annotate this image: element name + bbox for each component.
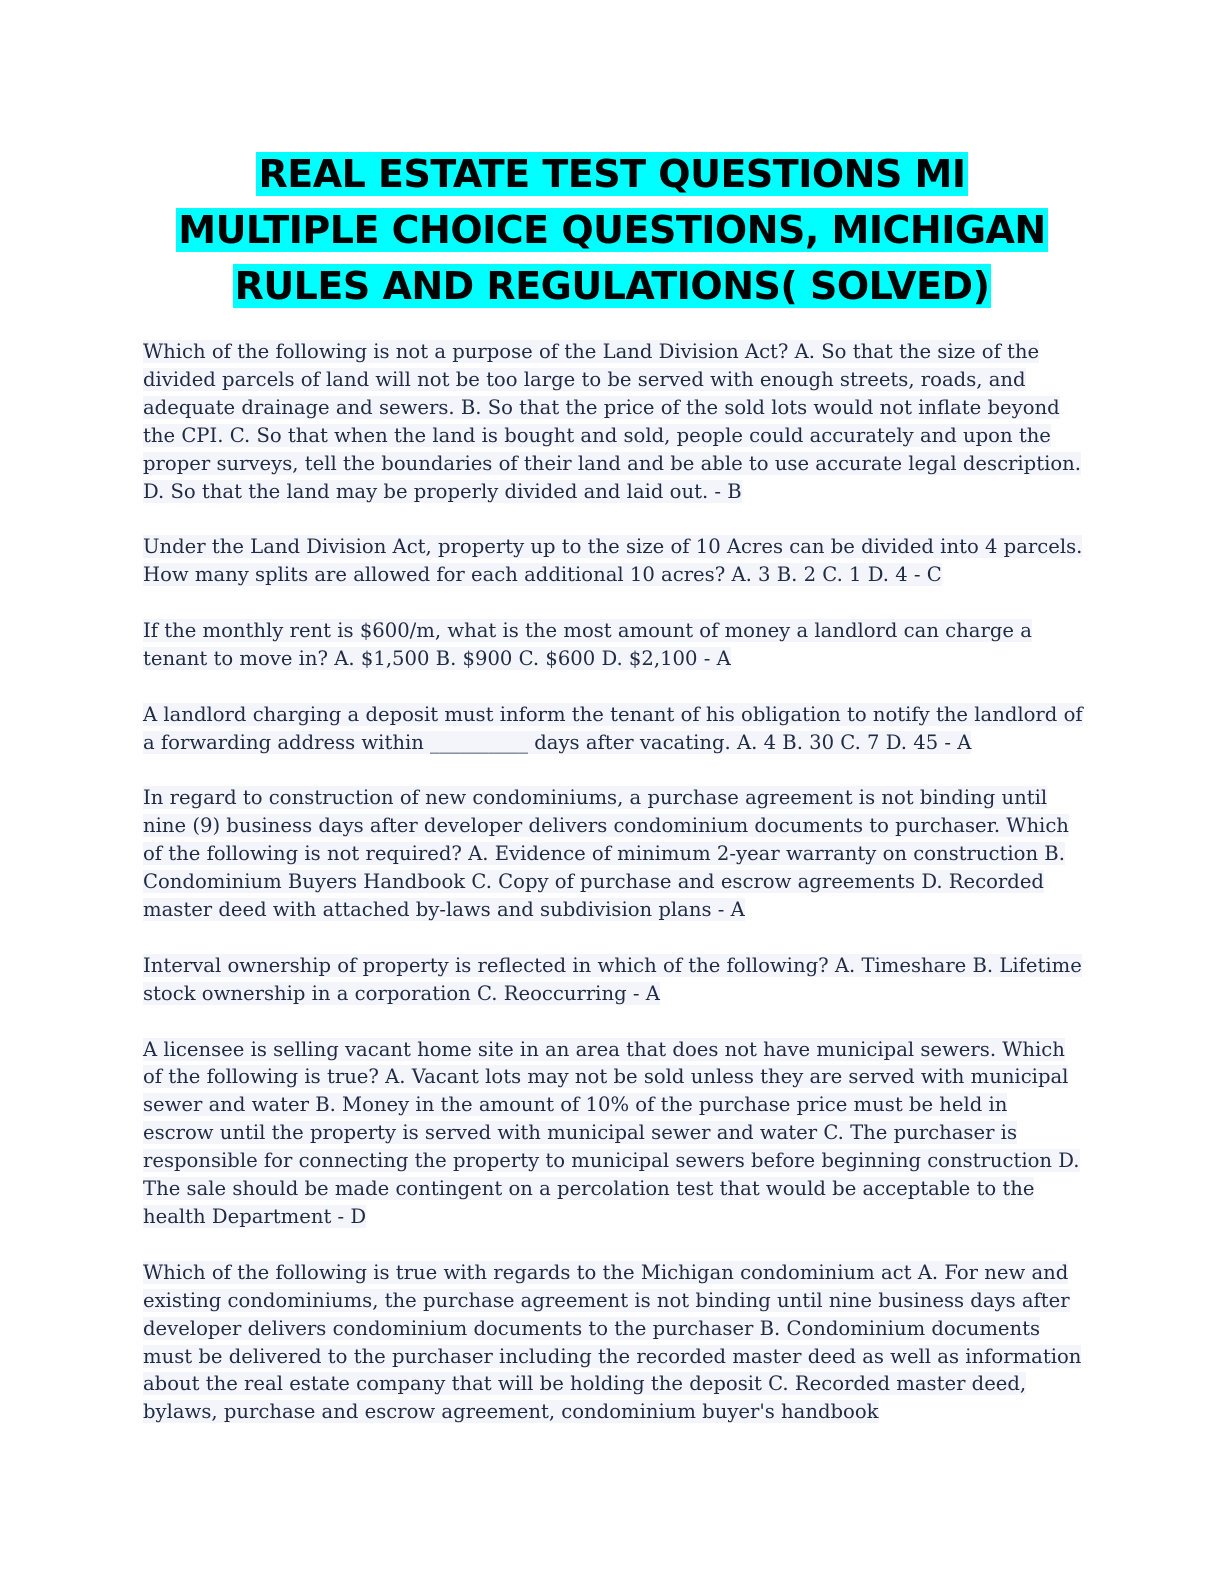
question-item: Under the Land Division Act, property up to the size of 10 Acres can be divided into 4 parcels. How many splits are allowed for each additional 10 acres? A. 3 B. 2 C. 1 D. 4 - C: [143, 535, 1083, 587]
question-item: If the monthly rent is $600/m, what is the most amount of money a landlord can charge a tenant to move in? A. $1,500 B. $900 C. $600 D. $2,100 - A: [143, 619, 1032, 670]
question-item: A licensee is selling vacant home site in an area that does not have municipal sewers. Which of the following is true? A. Vacant lots may not be sold unless they are served with municipal sewer and water B. Money in the amount of 10% of the purchase price must be held in escrow until the property is served with municipal sewer and water C. The purchaser is responsible for connecting the property to municipal sewers before beginning construction D. The sale should be made contingent on a percolation test that would be acceptable to the health Department - D: [143, 1037, 1080, 1228]
title-line-1: REAL ESTATE TEST QUESTIONS MI: [258, 152, 966, 196]
title-line-2: MULTIPLE CHOICE QUESTIONS, MICHIGAN: [178, 208, 1046, 252]
document-title: [100, 146, 1124, 314]
question-item: Interval ownership of property is reflected in which of the following? A. Timeshare B. Lifetime stock ownership in a corporation C. Reoccurring - A: [143, 953, 1082, 1005]
question-item: Which of the following is not a purpose of the Land Division Act? A. So that the size of the divided parcels of land will not be too large to be served with enough streets, roads, and adequate drainage and sewers. B. So that the price of the sold lots would not inflate beyond the CPI. C. So that when the land is bought and sold, people could accurately and upon the proper surveys, tell the boundaries of their land and be able to use accurate legal description. D. So that the land may be properly divided and laid out. - B: [143, 340, 1082, 503]
question-item: A landlord charging a deposit must inform the tenant of his obligation to notify the landlord of a forwarding address within __________ days after vacating. A. 4 B. 30 C. 7 D. 45 - A: [143, 702, 1083, 754]
question-item: Which of the following is true with regards to the Michigan condominium act A. For new and existing condominiums, the purchase agreement is not binding until nine business days after developer delivers condominium documents to the purchaser B. Condominium documents must be delivered to the purchaser including the recorded master deed as well as information about the real estate company that will be holding the deposit C. Recorded master deed, bylaws, purchase and escrow agreement, condominium buyer's handbook: [143, 1260, 1082, 1424]
question-item: In regard to construction of new condominiums, a purchase agreement is not binding until nine (9) business days after developer delivers condominium documents to purchaser. Which of the following is not required? A. Evidence of minimum 2-year warranty on construction B. Condominium Buyers Handbook C. Copy of purchase and escrow agreements D. Recorded master deed with attached by-laws and subdivision plans - A: [143, 786, 1069, 922]
questions-list: [143, 338, 1083, 1454]
title-line-3: RULES AND REGULATIONS( SOLVED): [234, 264, 990, 308]
